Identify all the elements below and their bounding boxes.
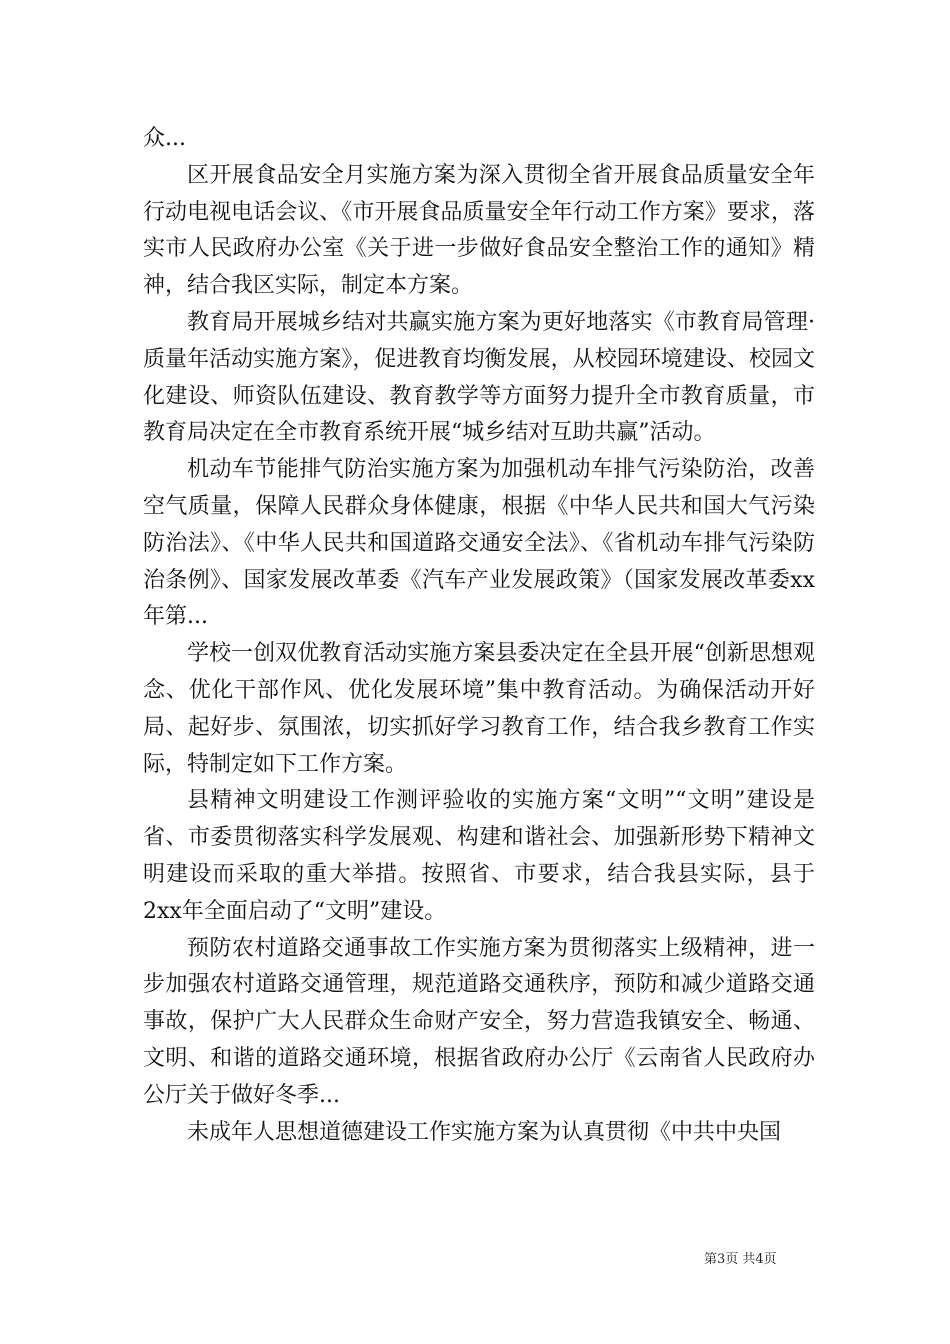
page-number-footer: 第3页 共4页 — [704, 1252, 777, 1267]
paragraph-7: 预防农村道路交通事故工作实施方案为贯彻落实上级精神，进一步加强农村道路交通管理，规范道路交通秩序，预防和减少道路交通事故，保护广大人民群众生命财产安全，努力营造我镇安全、畅通、文明、和谐的道路交通环境，根据省政府办公厅《云南省人民政府办公厅关于做好冬季... — [143, 935, 815, 1108]
paragraph-8: 未成年人思想道德建设工作实施方案为认真贯彻《中共中央国 — [187, 1119, 782, 1145]
paragraph-6: 县精神文明建设工作测评验收的实施方案“文明”“文明”建设是省、市委贯彻落实科学发展观、构建和谐社会、加强新形势下精神文明建设而采取的重大举措。按照省、市要求，结合我县实际，县于2xx年全面启动了“文明”建设。 — [143, 788, 815, 924]
document-body — [143, 121, 815, 1151]
paragraph-3: 教育局开展城乡结对共赢实施方案为更好地落实《市教育局管理·质量年活动实施方案》，促进教育均衡发展，从校园环境建设、校园文化建设、师资队伍建设、教育教学等方面努力提升全市教育质量，市教育局决定在全市教育系统开展“城乡结对互助共赢”活动。 — [143, 309, 815, 446]
paragraph-2: 区开展食品安全月实施方案为深入贯彻全省开展食品质量安全年行动电视电话会议、《市开展食品质量安全年行动工作方案》要求，落实市人民政府办公室《关于进一步做好食品安全整治工作的通知》精神，结合我区实际，制定本方案。 — [143, 162, 815, 299]
paragraph-5: 学校一创双优教育活动实施方案县委决定在全县开展“创新思想观念、优化干部作风、优化发展环境”集中教育活动。为确保活动开好局、起好步、氛围浓，切实抓好学习教育工作，结合我乡教育工作实际，特制定如下工作方案。 — [143, 641, 815, 777]
paragraph-4: 机动车节能排气防治实施方案为加强机动车排气污染防治，改善空气质量，保障人民群众身体健康，根据《中华人民共和国大气污染防治法》、《中华人民共和国道路交通安全法》、《省机动车排气污染防治条例》、国家发展改革委《汽车产业发展政策》（国家发展改革委xx年第... — [143, 457, 815, 630]
paragraph-1: 众... — [143, 126, 186, 151]
